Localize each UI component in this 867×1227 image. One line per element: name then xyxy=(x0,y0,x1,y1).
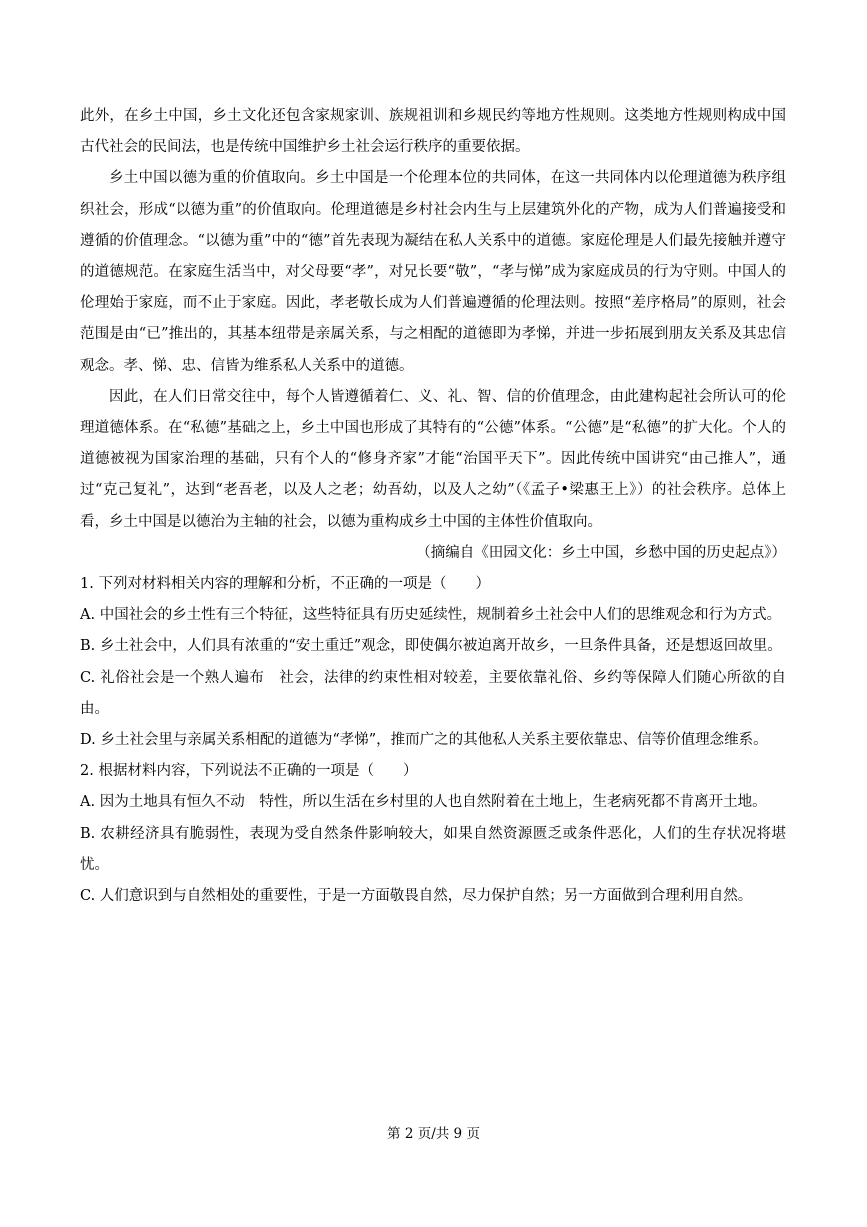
page-content xyxy=(80,101,786,912)
question-1-option-a: A. 中国社会的乡土性有三个特征，这些特征具有历史延续性，规制着乡土社会中人们的思维观念和行为方式。 xyxy=(80,607,782,624)
passage-paragraph-3: 因此，在人们日常交往中，每个人皆遵循着仁、义、礼、智、信的价值理念，由此建构起社会所认可的伦理道德体系。在“私德”基础之上，乡土中国也形成了其特有的“公德”体系。“公德”是“私德”的扩大化。个人的道德被视为国家治理的基础，只有个人的“修身齐家”才能“治国平天下”。因此传统中国讲究“由己推人”，通过“克己复礼”，达到“老吾老，以及人之老；幼吾幼，以及人之幼”（《孟子•梁惠王上》）的社会秩序。总体上看，乡土中国是以德治为主轴的社会，以德为重构成乡土中国的主体性价值取向。 xyxy=(80,388,786,530)
question-2-stem: 2. 根据材料内容，下列说法不正确的一项是（ ） xyxy=(80,763,418,780)
page-footer: 第 2 页/共 9 页 xyxy=(387,1126,480,1142)
passage-paragraph-2: 乡土中国以德为重的价值取向。乡土中国是一个伦理本位的共同体，在这一共同体内以伦理道德为秩序组织社会，形成“以德为重”的价值取向。伦理道德是乡村社会内生与上层建筑外化的产物，成为人们普遍接受和遵循的价值理念。“以德为重”中的“德”首先表现为凝结在私人关系中的道德。家庭伦理是人们最先接触并遵守的道德规范。在家庭生活当中，对父母要“孝”，对兄长要“敬”，“孝与悌”成为家庭成员的行为守则。中国人的伦理始于家庭，而不止于家庭。因此，孝老敬长成为人们普遍遵循的伦理法则。按照“差序格局”的原则，社会范围是由“已”推出的，其基本纽带是亲属关系，与之相配的道德即为孝悌，并进一步拓展到朋友关系及其忠信观念。孝、悌、忠、信皆为维系私人关系中的道德。 xyxy=(80,170,786,374)
question-2-option-b: B. 农耕经济具有脆弱性，表现为受自然条件影响较大，如果自然资源匮乏或条件恶化，人们的生存状况将堪忧。 xyxy=(80,825,786,873)
question-2-option-a: A. 因为土地具有恒久不动 特性，所以生活在乡村里的人也自然附着在土地上，生老病死都不肯离开土地。 xyxy=(80,794,767,811)
question-2-option-c: C. 人们意识到与自然相处的重要性，于是一方面敬畏自然，尽力保护自然；另一方面做到合理利用自然。 xyxy=(80,888,753,905)
passage-source: （摘编自《田园文化：乡土中国，乡愁中国的历史起点》） xyxy=(416,544,786,561)
question-1-option-b: B. 乡土社会中，人们具有浓重的“安土重迁”观念，即使偶尔被迫离开故乡，一旦条件具备，还是想返回故里。 xyxy=(80,638,782,655)
question-2 xyxy=(80,756,786,912)
question-1-option-d: D. 乡土社会里与亲属关系相配的道德为“孝悌”，推而广之的其他私人关系主要依靠忠、信等价值理念维系。 xyxy=(80,732,768,749)
passage-paragraph-1: 此外，在乡土中国，乡土文化还包含家规家训、族规祖训和乡规民约等地方性规则。这类地方性规则构成中国古代社会的民间法，也是传统中国维护乡土社会运行秩序的重要依据。 xyxy=(80,108,786,156)
question-1 xyxy=(80,569,786,756)
question-1-option-c: C. 礼俗社会是一个熟人遍布 社会，法律的约束性相对较差，主要依靠礼俗、乡约等保障人们随心所欲的自由。 xyxy=(80,669,786,717)
question-1-stem: 1. 下列对材料相关内容的理解和分析，不正确的一项是（ ） xyxy=(80,576,490,593)
